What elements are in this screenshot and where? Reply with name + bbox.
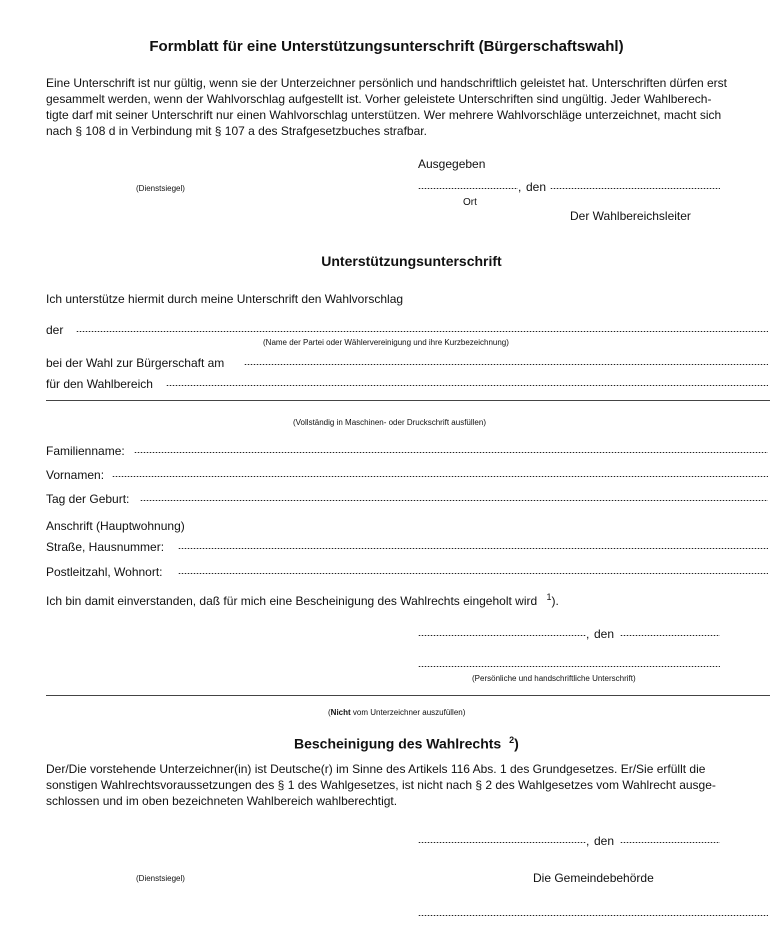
surname-label: Familienname: [46,444,125,458]
party-name-field[interactable] [76,331,768,332]
street-label: Straße, Hausnummer: [46,540,165,554]
note-open: ( [328,708,331,717]
issued-comma: , [518,180,522,194]
intro-line-4: nach § 108 d in Verbindung mit § 107 a des Strafgesetzbuches strafbar. [46,124,427,138]
section-divider-2 [46,695,770,696]
intro-line-3: tigte darf mit seiner Unterschrift nur einen Wahlvorschlag unterstützen. Wer mehrere Wahlvorschläge unterzeichnet, macht sich [46,108,722,122]
seal-label-bottom: (Dienstsiegel) [136,874,185,883]
support-heading: Unterstützungsunterschrift [321,253,502,269]
authority-label: Die Gemeindebehörde [533,871,654,885]
certificate-heading-text: Bescheinigung des Wahlrechts [294,735,502,752]
form-title: Formblatt für eine Unterstützungsunterschrift (Bürgerschaftswahl) [149,38,624,55]
signer-comma: , [586,627,590,641]
intro-line-2: gesammelt werden, wenn der Wahlvorschlag aufgestellt ist. Vorher geleistete Unterschriften sind ungültig. Jeder Wahlberech- [46,92,712,106]
issued-den: den [526,180,547,194]
intro-line-1: Eine Unterschrift ist nur gültig, wenn sie der Unterzeichner persönlich und handschriftlich geleistet hat. Unterschriften dürfen erst [46,76,728,90]
fill-hint: (Vollständig in Maschinen- oder Druckschrift ausfüllen) [293,418,486,427]
authority-den: den [594,834,615,848]
city-label: Postleitzahl, Wohnort: [46,565,163,579]
authority-signature-field[interactable] [418,915,768,916]
signature-field[interactable] [418,666,720,667]
street-field[interactable] [178,548,768,549]
issued-label: Ausgegeben [418,157,486,171]
certificate-heading [294,735,519,752]
certificate-line-3: schlossen und im oben bezeichneten Wahlbereich wahlberechtigt. [46,794,398,808]
place-label: Ort [463,197,477,208]
party-hint: (Name der Partei oder Wählervereinigung und ihre Kurzbezeichnung) [263,338,509,347]
consent-sentence: Ich bin damit einverstanden, daß für mich eine Bescheinigung des Wahlrechts eingeholt wird [46,594,538,608]
support-intro: Ich unterstütze hiermit durch meine Unterschrift den Wahlvorschlag [46,292,404,306]
authority-place-field[interactable] [418,842,586,843]
consent-text [46,592,559,608]
signature-hint: (Persönliche und handschriftliche Unterschrift) [472,674,636,683]
consent-footnote-ref[interactable]: 1 [546,592,552,602]
district-label: für den Wahlbereich [46,377,153,391]
birthdate-label: Tag der Geburt: [46,492,130,506]
certificate-heading-end: ) [514,735,519,752]
der-label: der [46,323,64,337]
certificate-line-1: Der/Die vorstehende Unterzeichner(in) ist Deutsche(r) im Sinne des Artikels 116 Abs. 1 des Grundgesetzes. Er/Sie erfüllt die [46,762,706,776]
city-field[interactable] [178,573,768,574]
consent-end: ). [551,594,559,608]
authority-comma: , [586,834,590,848]
section-divider-1 [46,400,770,401]
election-date-field[interactable] [244,364,768,365]
certificate-footnote-ref[interactable]: 2 [509,735,515,745]
certificate-note [328,708,465,717]
birthdate-field[interactable] [140,500,768,501]
seal-label-top: (Dienstsiegel) [136,184,185,193]
election-label: bei der Wahl zur Bürgerschaft am [46,356,225,370]
address-label: Anschrift (Hauptwohnung) [46,519,185,533]
firstnames-field[interactable] [112,476,768,477]
firstnames-label: Vornamen: [46,468,105,482]
district-field[interactable] [166,385,768,386]
official-label: Der Wahlbereichsleiter [570,209,691,223]
issued-date-field[interactable] [550,188,720,189]
authority-date-field[interactable] [620,842,720,843]
signer-place-field[interactable] [418,635,586,636]
signer-date-field[interactable] [620,635,720,636]
note-rest: vom Unterzeichner auszufüllen) [350,708,466,717]
certificate-line-2: sonstigen Wahlrechtsvoraussetzungen des § 1 des Wahlgesetzes, ist nicht nach § 2 des Wahlgesetzes vom Wahlrecht ausge- [46,778,716,792]
signer-den: den [594,627,615,641]
surname-field[interactable] [134,452,768,453]
issued-place-field[interactable] [418,188,518,189]
note-bold: Nicht [330,708,351,717]
